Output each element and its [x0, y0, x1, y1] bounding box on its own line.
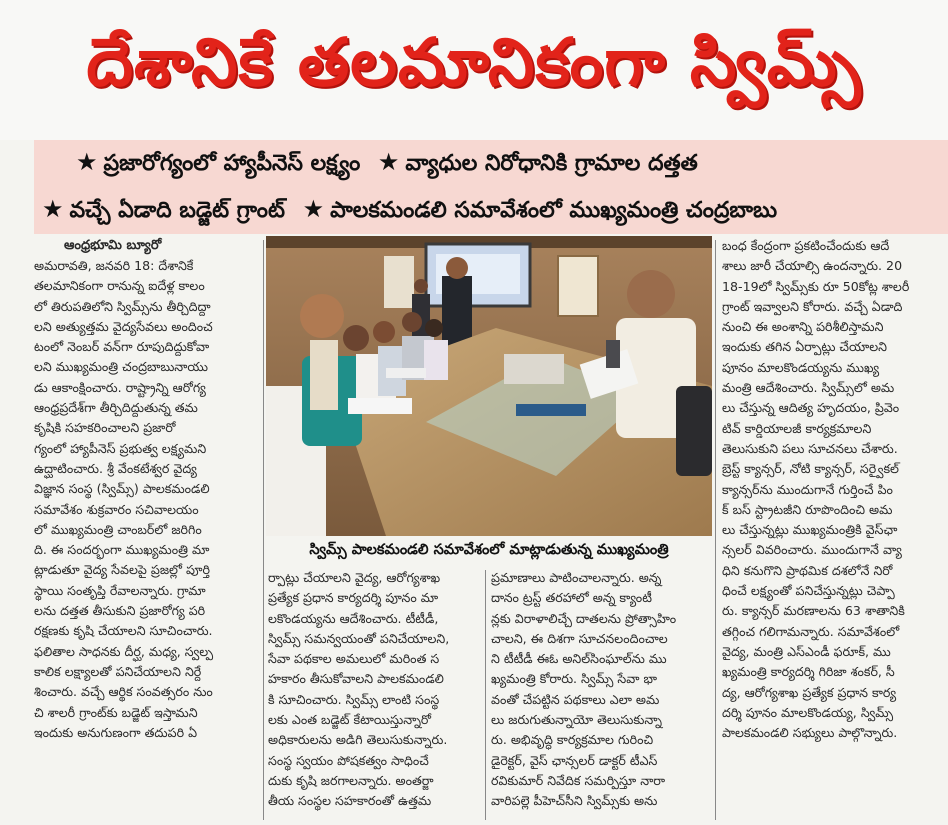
- article-text-line: క్ బస్ స్ట్రాటజీని రూపొందించి అమ: [722, 501, 893, 517]
- article-text-line: తెలుసుకుని పలు సూచనలు చేశారు.: [722, 440, 898, 456]
- star-icon: ★: [42, 195, 64, 223]
- article-text-line: ఉద్ఘాటించారు. శ్రీ వేంకటేశ్వర వైద్య: [34, 460, 197, 476]
- article-text-line: 18-19లో స్విమ్స్‌కు రూ 50కోట్ల శాలరీ: [722, 278, 910, 294]
- article-text-line: గ్యంలో హ్యాపీనెస్ ప్రభుత్వ లక్ష్యమని: [34, 440, 207, 456]
- article-text-line: తలమానికంగా రానున్న ఐదేళ్ల కాలం: [34, 278, 205, 294]
- column-4-text: [722, 236, 948, 743]
- article-text-line: దానం ట్రస్ట్ తరహాలో అన్న క్యాంటీ: [491, 590, 652, 606]
- article-text-line: నుంచి ఈ అంశాన్ని పరిశీలిస్తామని: [722, 319, 884, 335]
- article-text-line: రవికుమార్ నివేదిక సమర్పిస్తూ నారా: [491, 772, 666, 788]
- article-text-line: ఖ్యమంత్రి కోరారు. స్విమ్స్ సేవా భా: [491, 671, 657, 687]
- article-text-line: దుకు కృషి జరగాలన్నారు. అంతర్జా: [268, 772, 434, 788]
- column-divider: [263, 240, 264, 820]
- column-1-text: [34, 256, 260, 743]
- article-text-line: కాలిక లక్ష్యాలతో పనిచేయాలని నిర్దే: [34, 663, 202, 679]
- article-text-line: ధించే లక్ష్యంతో పనిచేస్తున్నట్లు చెప్పా: [722, 583, 895, 599]
- article-text-line: లో ముఖ్యమంత్రి చాంబర్‌లో జరిగిం: [34, 521, 202, 537]
- article-text-line: సమావేశం శుక్రవారం సచివాలయం: [34, 501, 199, 517]
- article-text-line: టంలో నెంబర్ వన్‌గా రూపుదిద్దుకోవా: [34, 339, 210, 355]
- article-text-line: హకారం తీసుకోవాలని పాలకమండలి: [268, 671, 444, 687]
- article-text-line: విజ్ఞాన సంస్థ (స్విమ్స్) పాలకమండలి: [34, 481, 210, 497]
- article-text-line: ఆంధ్రప్రదేశ్‌గా తీర్చిదిద్దుతున్న తమ: [34, 400, 198, 416]
- article-text-line: వారిపల్లె పీహెచ్‌సీని స్విమ్స్‌కు అను: [491, 793, 658, 809]
- article-text-line: న్లకు విరాళాలిచ్చే దాతలను ప్రోత్సాహిం: [491, 610, 677, 626]
- subheadline-row-2: [42, 195, 777, 228]
- article-text-line: ఖ్యమంత్రి కార్యదర్శి గిరిజా శంకర్, సీ: [722, 664, 895, 680]
- subheadline-3: వచ్చే ఏడాది బడ్జెట్ గ్రాంట్: [69, 198, 285, 223]
- article-text-line: ప్రత్యేక ప్రధాన కార్యదర్శి పూనం మా: [268, 590, 439, 606]
- article-text-line: లని అత్యుత్తమ వైద్యసేవలు అందించ: [34, 318, 213, 334]
- photo-caption: స్విమ్స్ పాలకమండలి సమావేశంలో మాట్లాడుతున్న ముఖ్యమంత్రి: [309, 542, 669, 558]
- headline-banner: [0, 0, 948, 140]
- article-text-line: ద్య, ఆరోగ్యశాఖ ప్రత్యేక ప్రధాన కార్య: [722, 684, 897, 700]
- article-text-line: ట్లాడుతూ వైద్య సేవలపై ప్రజల్లో పూర్తి: [34, 562, 210, 578]
- article-text-line: ఇందుకు తగిన ఏర్పాట్లు చేయాలని: [722, 339, 888, 355]
- subheadline-1: ప్రజారోగ్యంలో హ్యాపీనెస్ లక్ష్యం: [103, 151, 361, 176]
- article-text-line: లు చేస్తున్న ఆదిత్య హృదయం, ప్రివెం: [722, 400, 900, 416]
- article-text-line: వైద్య, మంత్రి ఎస్‌ఎండీ ఫరూక్, ము: [722, 643, 891, 659]
- article-text-line: లు జరుగుతున్నాయో తెలుసుకున్నా: [491, 712, 663, 728]
- article-text-line: శాలు జారీ చేయాల్సి ఉందన్నారు. 20: [722, 258, 903, 274]
- article-text-line: స్విమ్స్ సమన్వయంతో పనిచేయాలని,: [268, 630, 450, 646]
- article-text-line: బ్రెస్ట్ క్యాన్సర్, నోటి క్యాన్సర్, సర్వైకల్: [722, 461, 899, 477]
- article-text-line: డు ఆకాంక్షించారు. రాష్ట్రాన్ని ఆరోగ్య: [34, 379, 206, 395]
- article-text-line: సేవా పథకాల అమలులో మరింత స: [268, 651, 440, 667]
- article-text-line: లను దత్తత తీసుకుని ప్రజారోగ్య పరి: [34, 603, 206, 619]
- article-text-line: కృషికి సహకరించాలని ప్రజారో: [34, 420, 176, 436]
- article-text-line: ఇందుకు అనుగుణంగా తదుపరి ఏ: [34, 724, 198, 740]
- article-text-line: డైరెక్టర్, వైస్ ఛాన్సలర్ డాక్టర్ టీఎస్: [491, 752, 658, 768]
- article-text-line: లకొండయ్యను ఆదేశించారు. టీటీడీ,: [268, 610, 439, 626]
- article-text-line: అమరావతి, జనవరి 18: దేశానికే: [34, 258, 194, 273]
- star-icon: ★: [377, 148, 400, 176]
- article-text-line: గ్రాంట్ ఇవ్వాలని కోరారు. వచ్చే ఏడాది: [722, 298, 903, 314]
- article-text-line: టివ్ కార్డియాలజీ కార్యక్రమాలని: [722, 420, 872, 436]
- star-icon: ★: [302, 195, 325, 223]
- article-text-line: పూనం మాలకొండయ్యను ముఖ్య: [722, 359, 880, 375]
- article-text-line: రు. క్యాన్సర్ మరణాలను 63 శాతానికి: [722, 603, 905, 619]
- article-text-line: చాలని, ఈ దిశగా సూచనలందించాల: [491, 630, 668, 646]
- article-text-line: స్థాయి సంతృప్తి రేవాలన్నారు. గ్రామా: [34, 582, 206, 598]
- article-text-line: లకు ఎంత బడ్జెట్ కేటాయిస్తున్నారో: [268, 712, 432, 728]
- article-text-line: పాలకమండలి సభ్యులు పాల్గొన్నారు.: [722, 725, 898, 741]
- article-text-line: తగ్గించ గలిగామన్నారు. సమావేశంలో: [722, 623, 900, 639]
- article-text-line: కి సూచించారు. స్విమ్స్ లాంటి సంస్థ: [268, 691, 440, 707]
- article-text-line: ఫలితాల సాధనకు దీర్ఘ, మధ్య, స్వల్ప: [34, 643, 214, 659]
- column-divider: [715, 240, 716, 820]
- article-text-line: వంతో చేపట్టిన పథకాలు ఎలా అమ: [491, 691, 660, 707]
- article-text-line: శించారు. వచ్చే ఆర్థిక సంవత్సరం నుం: [34, 684, 213, 700]
- column-2-text: [268, 568, 480, 812]
- article-column-2: [268, 568, 480, 825]
- byline: ఆంధ్రభూమి బ్యూరో: [64, 238, 162, 253]
- subheadline-bar: [34, 140, 948, 234]
- article-text-line: ర్పాట్లు చేయాలని వైద్య, ఆరోగ్యశాఖ: [268, 570, 441, 585]
- column-3-text: [491, 568, 711, 812]
- subheadline-4: పాలకమండలి సమావేశంలో ముఖ్యమంత్రి చంద్రబాబు: [330, 198, 778, 223]
- article-text-line: ప్రమాణాలు పాటించాలన్నారు. అన్న: [491, 570, 662, 585]
- subheadline-row-1: [76, 148, 698, 181]
- article-text-line: రు. అభివృద్ధి కార్యక్రమాల గురించి: [491, 732, 654, 748]
- article-text-line: అధికారులను అడిగి తెలుసుకున్నారు.: [268, 732, 448, 748]
- article-column-3: [491, 568, 711, 825]
- meeting-photo: [266, 236, 712, 536]
- article-column-1: [34, 236, 260, 825]
- article-text-line: సంస్థ స్వయం పోషకత్వం సాధించే: [268, 752, 429, 768]
- column-divider: [485, 570, 486, 820]
- article-text-line: ది. ఈ సందర్భంగా ముఖ్యమంత్రి మా: [34, 542, 210, 558]
- article-text-line: ధిని కనుగొని ప్రాథమిక దశలోనే నిరో: [722, 562, 893, 578]
- article-text-line: బంధ కేంద్రంగా ప్రకటించేందుకు ఆదే: [722, 238, 890, 253]
- article-text-line: మంత్రి ఆదేశించారు. స్విమ్స్‌లో అమ: [722, 380, 895, 396]
- article-text-line: లు చేస్తున్నట్లు ముఖ్యమంత్రికి వైస్‌ఛా: [722, 522, 898, 538]
- subheadline-2: వ్యాధుల నిరోధానికి గ్రామాల దత్తత: [405, 151, 698, 176]
- article-text-line: దర్శి పూనం మాలకొండయ్య, స్విమ్స్: [722, 704, 894, 720]
- article-text-line: న్సలర్ వివరించారు. ముందుగానే వ్యా: [722, 542, 902, 558]
- star-icon: ★: [76, 148, 98, 176]
- article-text-line: క్యాన్సర్‌ను ముందుగానే గుర్తించే పిం: [722, 481, 893, 497]
- headline: దేశానికే తలమానికంగా స్విమ్స్: [86, 23, 862, 101]
- article-text-line: లో తిరుపతిలోని స్విమ్స్‌ను తీర్చిదిద్దా: [34, 298, 211, 314]
- article-column-4: [722, 236, 948, 825]
- article-text-line: లని ముఖ్యమంత్రి చంద్రబాబునాయు: [34, 359, 208, 375]
- article-text-line: తీయ సంస్థల సహకారంతో ఉత్తమ: [268, 793, 432, 809]
- article-text-line: రక్షణకు కృషి చేయాలని సూచించారు.: [34, 623, 213, 639]
- article-text-line: ని టీటీడీ ఈఓ అనిల్‌సింఘాల్‌ను ము: [491, 651, 667, 667]
- article-text-line: చి శాలరీ గ్రాంట్‌కు బడ్జెట్ ఇస్తామని: [34, 704, 198, 720]
